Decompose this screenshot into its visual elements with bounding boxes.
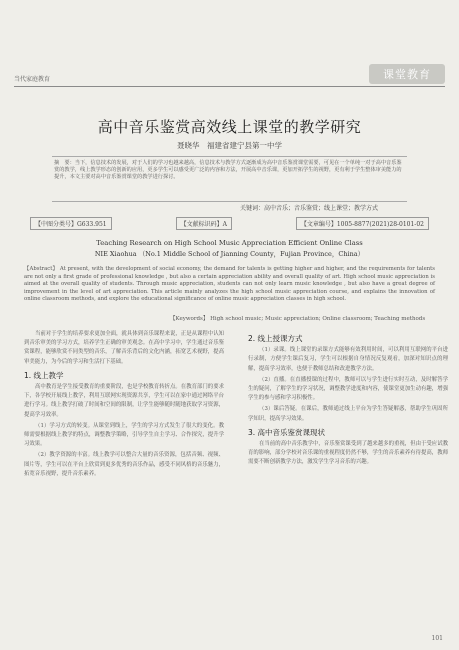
- paragraph: 在当前的高中音乐教学中，音乐鉴赏课受到了越来越多的重视，但由于受应试教育的影响，部分学校对音乐课的重视程度仍然不够，学生的音乐素养有待提高，教师需要不断创新教学方法，激发学生学习音乐的兴趣。: [248, 441, 448, 466]
- page-number: 101: [431, 635, 443, 642]
- paragraph: （1）学习方式的转变。从课堂到线上，学生的学习方式发生了很大的变化。教师需要根据线上教学的特点，调整教学策略，引导学生自主学习、合作探究，提升学习效果。: [24, 422, 224, 448]
- journal-name: 当代家庭教育: [14, 76, 51, 83]
- section-heading-1: 1. 线上教学: [24, 370, 64, 380]
- section-tab: [369, 64, 445, 84]
- section-heading-3: 3. 高中音乐鉴赏课现状: [248, 427, 326, 437]
- right-column: [248, 330, 448, 470]
- abstract-cn: 摘 要：当下，信息技术的发展，对于人们的学习也越来越高，信息技术与教学方式逐渐成为高中音乐鉴赏课堂需要，可见在一个单纯一对于高中音乐鉴赏的教学，线上教学形态的创新的应用，更多学生可以感受更广泛的内容和方法，开展高中音乐课，更加开拓学生的视野，更有利于学生整体审美能力的提升，本文主要对高中音乐鉴赏课堂的教学进行探讨。: [52, 156, 407, 202]
- english-abstract: 【Abstract】 At present, with the development of social economy, the demand for talents is getting higher and higher, and the requirements for talents are not only a first grade of professional knowledge , but also a certain appreciation ability and overall quality of art. High school music appreciation is aimed at the overall quality of students. Through music appreciation, students can not only learn music knowledge , but also have a great degree of improvement in the level of art appreciation. This article mainly analyzes the high school music appreciation course, and explains the innovation of online classroom methods, and explore the educational significance of online music appreciation classes in high school.: [24, 266, 435, 303]
- section-heading-2: 2. 线上授课方式: [248, 334, 303, 343]
- clc-code: 【中图分类号】G633.951: [30, 217, 112, 230]
- article-number: 【文章编号】1005-8877(2021)28-0101-02: [296, 217, 429, 230]
- english-keywords: 【Keywords】 High school music; Music appreciation; Online classroom; Teaching methods: [170, 316, 426, 322]
- intro-paragraph: 当前对于学生的培养要求更加全面，就具体到音乐课程来说，正是从课程中认知到音乐审美的学习方式，培养学生正确的审美观念。在高中学习中，学生通过音乐鉴赏课程，能够欣赏不同类型的音乐，了解音乐背后的文化内涵，拓宽艺术视野，提高审美能力，为今后的学习和生活打下基础。: [24, 331, 224, 365]
- paragraph: 高中教育是学生接受教育的重要阶段，也是学校教育转折点。在教育部门的要求下，各学校开展线上教学，利用互联网实现资源共享，学生可以在家中通过网络平台进行学习。线上教学打破了时间和空间的限制，让学生能够随时随地获取学习资源，提高学习效率。: [24, 384, 224, 418]
- section-tab-label: 课堂教育: [383, 68, 431, 81]
- left-column: [24, 330, 224, 481]
- header-divider: [14, 86, 445, 87]
- paragraph: （2）教学资源的丰富。线上教学可以整合大量的音乐资源，包括音频、视频、图片等，学生可以在平台上欣赏到更多优秀的音乐作品，感受不同风格的音乐魅力，拓宽音乐视野，提升音乐素养。: [24, 452, 224, 477]
- paragraph: （1）录课。线上课堂的录课方式能够有效利用时间，可以利用互联网的平台进行录制，方便学生课后复习，学生可以根据自身情况反复观看，加深对知识点的理解，提高学习效率，也便于教师总结和改进教学方法。: [248, 347, 448, 372]
- english-author: NIE Xiaohua （No.1 Middle School of Jianning County，Fujian Province，China）: [94, 250, 365, 258]
- paragraph: （2）直播。在直播授课的过程中，教师可以与学生进行实时互动，及时解答学生的疑问，了解学生的学习状况，调整教学进度和内容，使课堂更加生动有趣，增强学生的参与感和学习积极性。: [248, 376, 448, 402]
- meta-row: [30, 217, 429, 230]
- keywords-cn: 关键词：高中音乐；音乐鉴赏；线上课堂；教学方式: [240, 205, 379, 212]
- author-line: 聂晓华 福建省建宁县第一中学: [177, 141, 282, 150]
- article-title: 高中音乐鉴赏高效线上课堂的教学研究: [97, 118, 362, 136]
- english-title: Teaching Research on High School Music Appreciation Efficient Online Class: [96, 239, 363, 247]
- paragraph: （3）课后答疑。在课后，教师通过线上平台为学生答疑解惑，帮助学生巩固所学知识，提高学习效果。: [248, 406, 448, 422]
- doc-code: 【文献标识码】A: [176, 217, 232, 230]
